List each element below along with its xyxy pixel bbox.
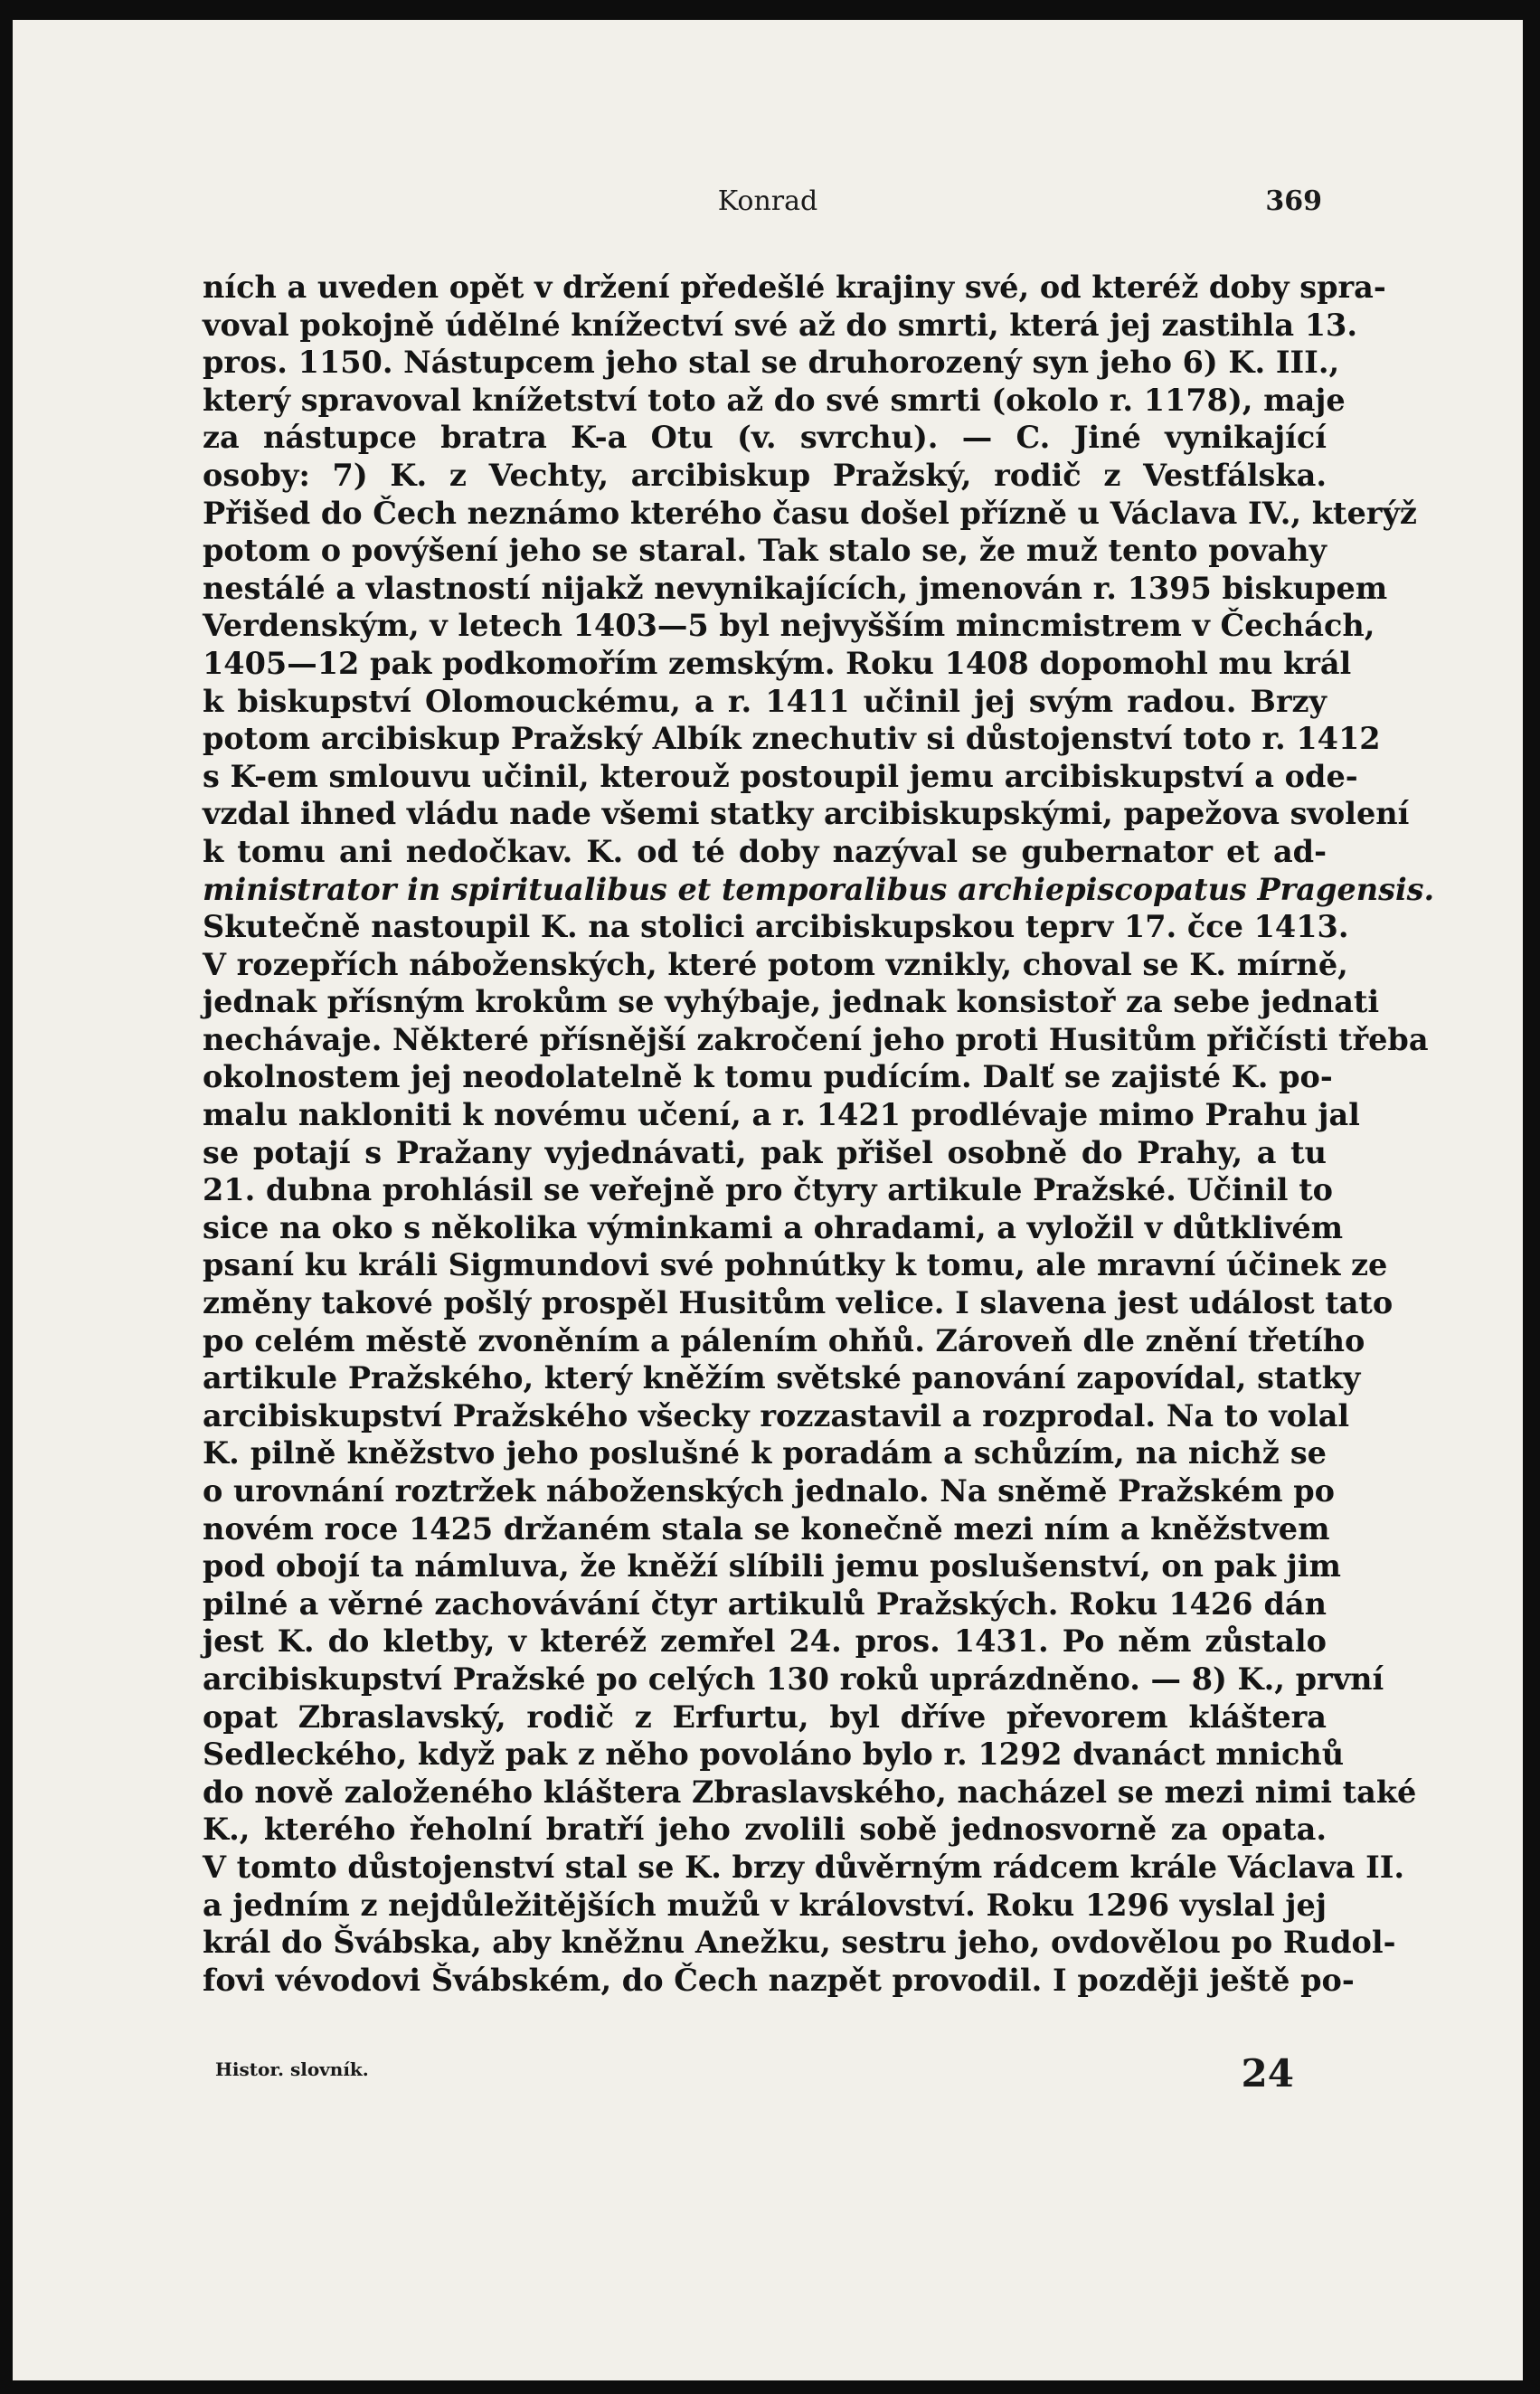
- text-line: změny takové pošlý prospěl Husitům velice. I slavena jest událost tato: [203, 1285, 1394, 1321]
- text-line: okolnostem jej neodolatelně k tomu pudícím. Dalť se zajisté K. po-: [203, 1059, 1333, 1095]
- text-line: K. pilně kněžstvo jeho poslušné k poradám a schůzím, na nichž se: [203, 1435, 1327, 1471]
- text-line: s K-em smlouvu učinil, kterouž postoupil jemu arcibiskupství a ode-: [203, 758, 1358, 794]
- running-title: Konrad: [717, 185, 818, 217]
- text-line: opat Zbraslavský, rodič z Erfurtu, byl dříve převorem kláštera: [203, 1699, 1327, 1735]
- text-line: vzdal ihned vládu nade všemi statky arcibiskupskými, papežova svolení: [203, 796, 1410, 832]
- text-line: nestálé a vlastností nijakž nevynikajících, jmenován r. 1395 biskupem: [203, 570, 1388, 606]
- text-line: potom arcibiskup Pražský Albík znechutiv si důstojenství toto r. 1412: [203, 721, 1381, 757]
- text-line: arcibiskupství Pražského všecky rozzastavil a rozprodal. Na to volal: [203, 1397, 1350, 1434]
- text-line: král do Švábska, aby kněžnu Anežku, sestru jeho, ovdovělou po Rudol-: [203, 1925, 1396, 1961]
- text-line: se potají s Pražany vyjednávati, pak přišel osobně do Prahy, a tu: [203, 1134, 1327, 1170]
- text-line: artikule Pražského, který kněžím světské panování zapovídal, statky: [203, 1360, 1361, 1396]
- page-header: [13, 185, 1523, 222]
- page-number: 369: [1265, 185, 1322, 217]
- text-line: jest K. do kletby, v kteréž zemřel 24. pros. 1431. Po něm zůstalo: [203, 1623, 1327, 1660]
- text-line: 21. dubna prohlásil se veřejně pro čtyry artikule Pražské. Učinil to: [203, 1172, 1334, 1208]
- text-line: ních a uveden opět v držení předešlé krajiny své, od kteréž doby spra-: [203, 270, 1386, 305]
- text-line: voval pokojně údělné knížectví své až do smrti, která jej zastihla 13.: [203, 307, 1358, 343]
- text-line: jednak přísným krokům se vyhýbaje, jednak konsistoř za sebe jednati: [203, 984, 1380, 1020]
- text-line: V tomto důstojenství stal se K. brzy důvěrným rádcem krále Václava II.: [203, 1849, 1405, 1885]
- text-line: do nově založeného kláštera Zbraslavského, nacházel se mezi nimi také: [203, 1774, 1417, 1810]
- text-line: Skutečně nastoupil K. na stolici arcibiskupskou teprv 17. čce 1413.: [203, 909, 1349, 945]
- text-line: novém roce 1425 držaném stala se konečně mezi ním a kněžstvem: [203, 1510, 1330, 1547]
- text-line: 1405—12 pak podkomořím zemským. Roku 1408 dopomohl mu král: [203, 645, 1352, 681]
- text-line: V rozepřích náboženských, které potom vznikly, choval se K. mírně,: [203, 946, 1348, 982]
- text-line: a jedním z nejdůležitějších mužů v království. Roku 1296 vyslal jej: [203, 1887, 1327, 1923]
- text-line: po celém městě zvoněním a pálením ohňů. Zároveň dle znění třetího: [203, 1322, 1365, 1358]
- text-line: nechávaje. Některé přísnější zakročení jeho proti Husitům přičísti třeba: [203, 1021, 1429, 1057]
- text-line: Verdenským, v letech 1403—5 byl nejvyšším mincmistrem v Čechách,: [203, 608, 1375, 644]
- text-line: pros. 1150. Nástupcem jeho stal se druhorozený syn jeho 6) K. III.,: [203, 345, 1340, 381]
- text-line: pod obojí ta námluva, že kněží slíbili jemu poslušenství, on pak jim: [203, 1548, 1341, 1585]
- text-line: potom o povýšení jeho se staral. Tak stalo se, že muž tento povahy: [203, 533, 1327, 569]
- text-line: malu nakloniti k novému učení, a r. 1421 prodlévaje mimo Prahu jal: [203, 1097, 1360, 1133]
- text-line: psaní ku králi Sigmundovi své pohnútky k tomu, ale mravní účinek ze: [203, 1247, 1388, 1283]
- signature-number: 24: [1241, 2051, 1294, 2096]
- text-line: který spravoval knížetství toto až do své smrti (okolo r. 1178), maje: [203, 382, 1346, 418]
- text-line: k tomu ani nedočkav. K. od té doby nazýval se gubernator et ad-: [203, 833, 1327, 869]
- text-line: o urovnání roztržek náboženských jednalo. Na sněmě Pražském po: [203, 1473, 1335, 1509]
- text-line: za nástupce bratra K-a Otu (v. svrchu). — C. Jiné vynikající: [203, 420, 1327, 456]
- text-line: K., kterého řeholní bratří jeho zvolili sobě jednosvorně za opata.: [203, 1812, 1327, 1848]
- text-line: Sedleckého, když pak z něho povoláno bylo r. 1292 dvanáct mnichů: [203, 1736, 1345, 1773]
- text-line: fovi vévodovi Švábském, do Čech nazpět provodil. I později ještě po-: [203, 1962, 1355, 1998]
- article-body: [203, 269, 1435, 1999]
- text-line: Přišed do Čech neznámo kterého času došel přízně u Václava IV., kterýž: [203, 495, 1417, 531]
- signature-mark: Histor. slovník.: [215, 2058, 369, 2080]
- text-line: pilné a věrné zachovávání čtyr artikulů Pražských. Roku 1426 dán: [203, 1585, 1327, 1622]
- text-line: arcibiskupství Pražské po celých 130 roků uprázdněno. — 8) K., první: [203, 1661, 1384, 1697]
- text-line: sice na oko s několika výminkami a ohradami, a vyložil v důtklivém: [203, 1209, 1344, 1245]
- text-line: osoby: 7) K. z Vechty, arcibiskup Pražský, rodič z Vestfálska.: [203, 457, 1327, 493]
- text-line-italic: ministrator in spiritualibus et temporalibus archiepiscopatus Pragensis.: [203, 871, 1435, 907]
- text-line: k biskupství Olomouckému, a r. 1411 učinil jej svým radou. Brzy: [203, 683, 1327, 719]
- page-footer: [215, 2051, 1339, 2115]
